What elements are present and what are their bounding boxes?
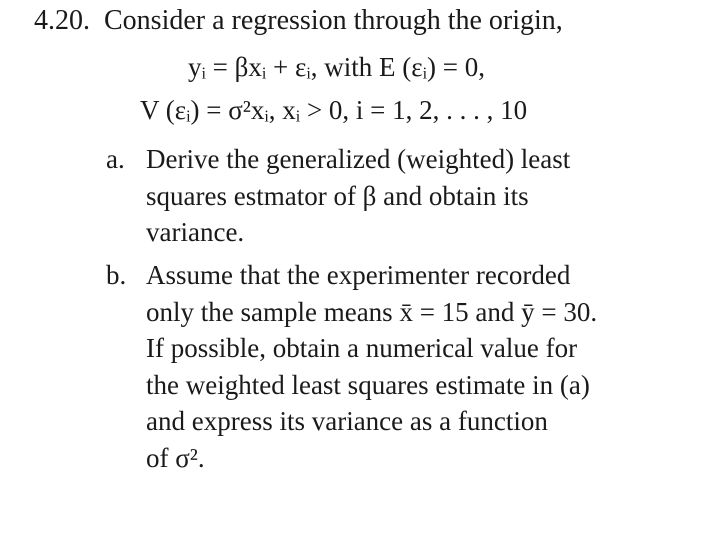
problem-number: 4.20. (34, 5, 90, 36)
part-a (106, 141, 571, 251)
model-equation: yᵢ = βxᵢ + εᵢ, with E (εᵢ) = 0, (188, 52, 485, 82)
part-a-line-3: variance. (146, 217, 245, 247)
part-a-line-1: Derive the generalized (weighted) least (146, 144, 571, 174)
part-a-label: a. (106, 144, 125, 174)
part-b-label: b. (106, 260, 127, 290)
part-b-line-5: and express its variance as a function (146, 406, 548, 436)
part-b (106, 257, 598, 476)
problem-intro: Consider a regression through the origin, (104, 5, 563, 36)
variance-equation: V (εᵢ) = σ²xᵢ, xᵢ > 0, i = 1, 2, . . . , 10 (140, 95, 528, 125)
part-a-line-2: squares estmator of β and obtain its (146, 180, 529, 211)
part-b-line-6: of σ². (146, 442, 205, 473)
problem-heading (34, 4, 563, 38)
part-b-line-2: only the sample means x̄ = 15 and ȳ = 30. (146, 296, 598, 327)
part-b-line-3: If possible, obtain a numerical value for (146, 333, 578, 363)
part-b-line-4: the weighted least squares estimate in (a) (146, 369, 590, 400)
part-b-line-1: Assume that the experimenter recorded (146, 260, 571, 290)
